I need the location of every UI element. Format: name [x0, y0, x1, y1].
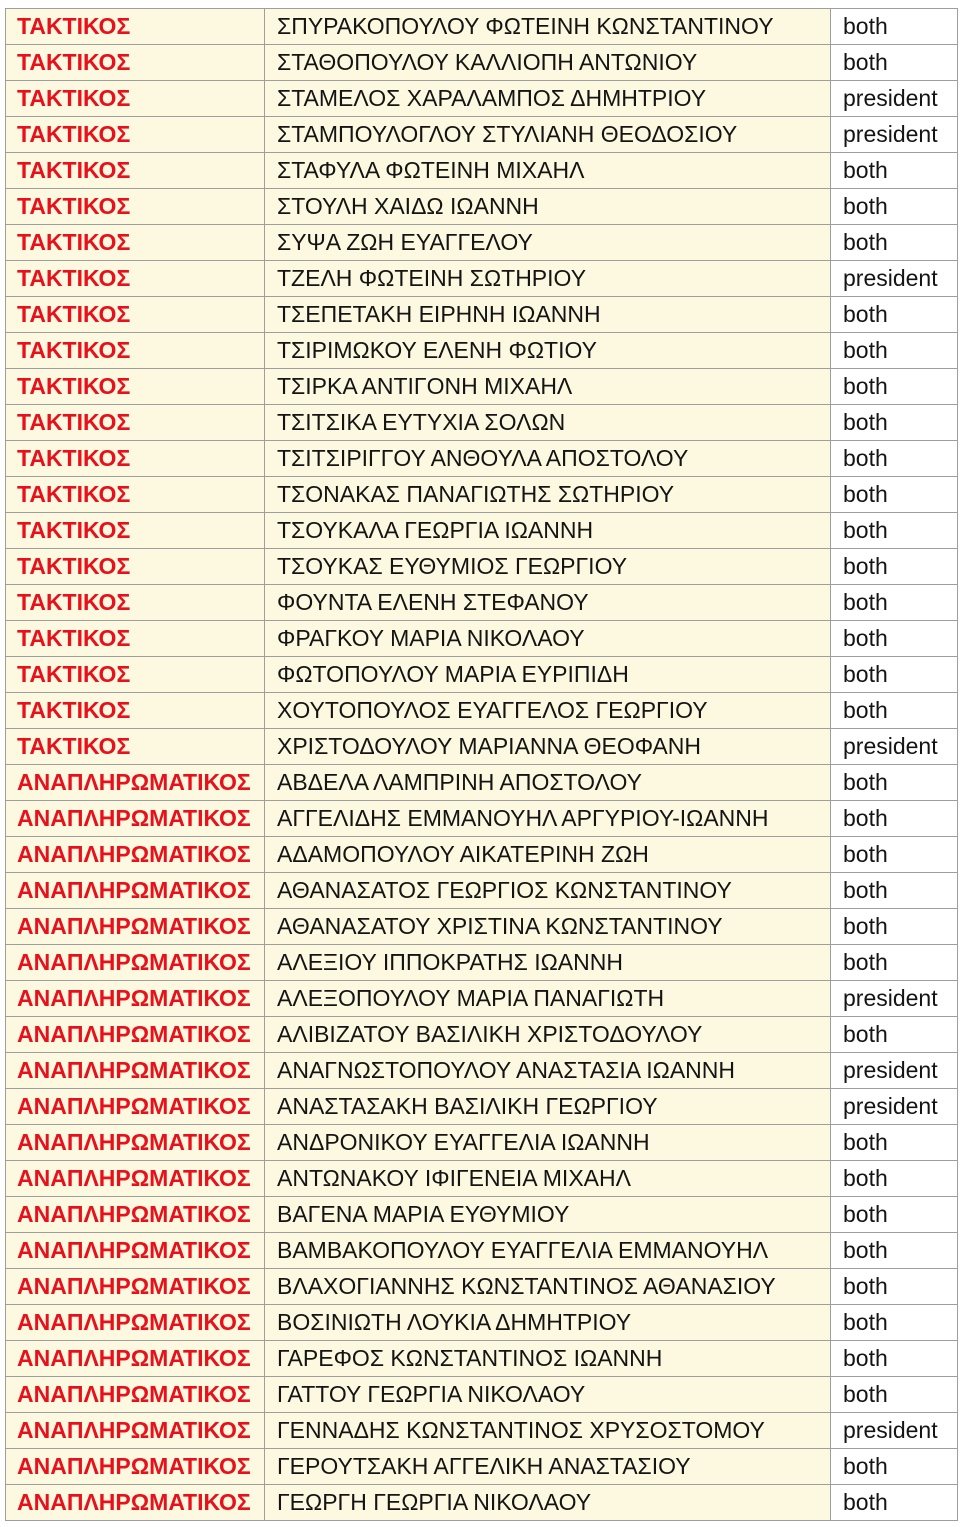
name-cell: ΑΝΤΩΝΑΚΟΥ ΙΦΙΓΕΝΕΙΑ ΜΙΧΑΗΛ — [265, 1161, 831, 1197]
name-cell: ΓΑΡΕΦΟΣ ΚΩΝΣΤΑΝΤΙΝΟΣ ΙΩΑΝΝΗ — [265, 1341, 831, 1377]
category-cell: ΤΑΚΤΙΚΟΣ — [6, 477, 265, 513]
name-cell: ΑΒΔΕΛΑ ΛΑΜΠΡΙΝΗ ΑΠΟΣΤΟΛΟΥ — [265, 765, 831, 801]
role-cell: both — [831, 1377, 958, 1413]
role-cell: both — [831, 945, 958, 981]
category-cell: ΤΑΚΤΙΚΟΣ — [6, 81, 265, 117]
category-cell: ΤΑΚΤΙΚΟΣ — [6, 621, 265, 657]
table-row — [6, 1053, 958, 1089]
category-cell: ΑΝΑΠΛΗΡΩΜΑΤΙΚΟΣ — [6, 873, 265, 909]
role-cell: both — [831, 1449, 958, 1485]
role-cell: both — [831, 9, 958, 45]
category-cell: ΤΑΚΤΙΚΟΣ — [6, 153, 265, 189]
category-cell: ΤΑΚΤΙΚΟΣ — [6, 297, 265, 333]
role-cell: president — [831, 1413, 958, 1449]
table-row — [6, 225, 958, 261]
name-cell: ΒΑΓΕΝΑ ΜΑΡΙΑ ΕΥΘΥΜΙΟΥ — [265, 1197, 831, 1233]
category-cell: ΤΑΚΤΙΚΟΣ — [6, 261, 265, 297]
role-cell: both — [831, 909, 958, 945]
category-cell: ΑΝΑΠΛΗΡΩΜΑΤΙΚΟΣ — [6, 1161, 265, 1197]
name-cell: ΑΘΑΝΑΣΑΤΟΣ ΓΕΩΡΓΙΟΣ ΚΩΝΣΤΑΝΤΙΝΟΥ — [265, 873, 831, 909]
table-row — [6, 693, 958, 729]
name-cell: ΧΟΥΤΟΠΟΥΛΟΣ ΕΥΑΓΓΕΛΟΣ ΓΕΩΡΓΙΟΥ — [265, 693, 831, 729]
role-cell: president — [831, 1053, 958, 1089]
table-row — [6, 1413, 958, 1449]
role-cell: president — [831, 81, 958, 117]
name-cell: ΑΘΑΝΑΣΑΤΟΥ ΧΡΙΣΤΙΝΑ ΚΩΝΣΤΑΝΤΙΝΟΥ — [265, 909, 831, 945]
category-cell: ΑΝΑΠΛΗΡΩΜΑΤΙΚΟΣ — [6, 945, 265, 981]
category-cell: ΤΑΚΤΙΚΟΣ — [6, 333, 265, 369]
category-cell: ΑΝΑΠΛΗΡΩΜΑΤΙΚΟΣ — [6, 1017, 265, 1053]
role-cell: president — [831, 261, 958, 297]
name-cell: ΑΛΕΞΙΟΥ ΙΠΠΟΚΡΑΤΗΣ ΙΩΑΝΝΗ — [265, 945, 831, 981]
category-cell: ΤΑΚΤΙΚΟΣ — [6, 441, 265, 477]
name-cell: ΧΡΙΣΤΟΔΟΥΛΟΥ ΜΑΡΙΑΝΝΑ ΘΕΟΦΑΝΗ — [265, 729, 831, 765]
role-cell: both — [831, 873, 958, 909]
category-cell: ΤΑΚΤΙΚΟΣ — [6, 405, 265, 441]
name-cell: ΑΓΓΕΛΙΔΗΣ ΕΜΜΑΝΟΥΗΛ ΑΡΓΥΡΙΟΥ-ΙΩΑΝΝΗ — [265, 801, 831, 837]
name-cell: ΑΝΔΡΟΝΙΚΟΥ ΕΥΑΓΓΕΛΙΑ ΙΩΑΝΝΗ — [265, 1125, 831, 1161]
role-cell: both — [831, 801, 958, 837]
category-cell: ΤΑΚΤΙΚΟΣ — [6, 729, 265, 765]
category-cell: ΑΝΑΠΛΗΡΩΜΑΤΙΚΟΣ — [6, 1413, 265, 1449]
role-cell: both — [831, 693, 958, 729]
name-cell: ΓΑΤΤΟΥ ΓΕΩΡΓΙΑ ΝΙΚΟΛΑΟΥ — [265, 1377, 831, 1413]
table-row — [6, 477, 958, 513]
role-cell: both — [831, 765, 958, 801]
role-cell: president — [831, 981, 958, 1017]
name-cell: ΣΥΨΑ ΖΩΗ ΕΥΑΓΓΕΛΟΥ — [265, 225, 831, 261]
role-cell: both — [831, 333, 958, 369]
category-cell: ΑΝΑΠΛΗΡΩΜΑΤΙΚΟΣ — [6, 1269, 265, 1305]
table-row — [6, 81, 958, 117]
name-cell: ΑΛΕΞΟΠΟΥΛΟΥ ΜΑΡΙΑ ΠΑΝΑΓΙΩΤΗ — [265, 981, 831, 1017]
category-cell: ΑΝΑΠΛΗΡΩΜΑΤΙΚΟΣ — [6, 837, 265, 873]
role-cell: president — [831, 729, 958, 765]
table-row — [6, 729, 958, 765]
role-cell: both — [831, 1233, 958, 1269]
role-cell: both — [831, 549, 958, 585]
category-cell: ΑΝΑΠΛΗΡΩΜΑΤΙΚΟΣ — [6, 981, 265, 1017]
name-cell: ΤΣΙΤΣΙΡΙΓΓΟΥ ΑΝΘΟΥΛΑ ΑΠΟΣΤΟΛΟΥ — [265, 441, 831, 477]
table-body — [6, 9, 958, 1521]
table-row — [6, 513, 958, 549]
name-cell: ΣΤΟΥΛΗ ΧΑΙΔΩ ΙΩΑΝΝΗ — [265, 189, 831, 225]
name-cell: ΒΛΑΧΟΓΙΑΝΝΗΣ ΚΩΝΣΤΑΝΤΙΝΟΣ ΑΘΑΝΑΣΙΟΥ — [265, 1269, 831, 1305]
category-cell: ΑΝΑΠΛΗΡΩΜΑΤΙΚΟΣ — [6, 1341, 265, 1377]
table-row — [6, 1233, 958, 1269]
table-row — [6, 1161, 958, 1197]
role-cell: both — [831, 225, 958, 261]
table-row — [6, 117, 958, 153]
category-cell: ΑΝΑΠΛΗΡΩΜΑΤΙΚΟΣ — [6, 765, 265, 801]
category-cell: ΑΝΑΠΛΗΡΩΜΑΤΙΚΟΣ — [6, 1197, 265, 1233]
name-cell: ΤΣΙΡΚΑ ΑΝΤΙΓΟΝΗ ΜΙΧΑΗΛ — [265, 369, 831, 405]
table-row — [6, 297, 958, 333]
role-cell: both — [831, 1197, 958, 1233]
table-row — [6, 9, 958, 45]
category-cell: ΑΝΑΠΛΗΡΩΜΑΤΙΚΟΣ — [6, 1233, 265, 1269]
role-cell: both — [831, 657, 958, 693]
name-cell: ΣΠΥΡΑΚΟΠΟΥΛΟΥ ΦΩΤΕΙΝΗ ΚΩΝΣΤΑΝΤΙΝΟΥ — [265, 9, 831, 45]
table-row — [6, 261, 958, 297]
table-row — [6, 1089, 958, 1125]
name-cell: ΒΑΜΒΑΚΟΠΟΥΛΟΥ ΕΥΑΓΓΕΛΙΑ ΕΜΜΑΝΟΥΗΛ — [265, 1233, 831, 1269]
category-cell: ΑΝΑΠΛΗΡΩΜΑΤΙΚΟΣ — [6, 1377, 265, 1413]
table-row — [6, 873, 958, 909]
role-cell: both — [831, 1161, 958, 1197]
table-row — [6, 621, 958, 657]
table-row — [6, 945, 958, 981]
table-row — [6, 585, 958, 621]
table-row — [6, 1125, 958, 1161]
role-cell: both — [831, 189, 958, 225]
role-cell: both — [831, 1305, 958, 1341]
table-row — [6, 1377, 958, 1413]
role-cell: both — [831, 1125, 958, 1161]
role-cell: both — [831, 1341, 958, 1377]
category-cell: ΤΑΚΤΙΚΟΣ — [6, 117, 265, 153]
category-cell: ΤΑΚΤΙΚΟΣ — [6, 189, 265, 225]
table-row — [6, 153, 958, 189]
table-row — [6, 1269, 958, 1305]
table-row — [6, 801, 958, 837]
role-cell: both — [831, 297, 958, 333]
table-row — [6, 1305, 958, 1341]
name-cell: ΤΖΕΛΗ ΦΩΤΕΙΝΗ ΣΩΤΗΡΙΟΥ — [265, 261, 831, 297]
name-cell: ΓΕΩΡΓΗ ΓΕΩΡΓΙΑ ΝΙΚΟΛΑΟΥ — [265, 1485, 831, 1521]
table-row — [6, 909, 958, 945]
category-cell: ΤΑΚΤΙΚΟΣ — [6, 657, 265, 693]
table-row — [6, 189, 958, 225]
role-cell: both — [831, 513, 958, 549]
role-cell: both — [831, 45, 958, 81]
name-cell: ΤΣΟΥΚΑΛΑ ΓΕΩΡΓΙΑ ΙΩΑΝΝΗ — [265, 513, 831, 549]
name-cell: ΤΣΕΠΕΤΑΚΗ ΕΙΡΗΝΗ ΙΩΑΝΝΗ — [265, 297, 831, 333]
category-cell: ΤΑΚΤΙΚΟΣ — [6, 585, 265, 621]
role-cell: president — [831, 117, 958, 153]
name-cell: ΦΩΤΟΠΟΥΛΟΥ ΜΑΡΙΑ ΕΥΡΙΠΙΔΗ — [265, 657, 831, 693]
name-cell: ΤΣΙΡΙΜΩΚΟΥ ΕΛΕΝΗ ΦΩΤΙΟΥ — [265, 333, 831, 369]
category-cell: ΑΝΑΠΛΗΡΩΜΑΤΙΚΟΣ — [6, 1305, 265, 1341]
table-row — [6, 549, 958, 585]
name-cell: ΑΝΑΣΤΑΣΑΚΗ ΒΑΣΙΛΙΚΗ ΓΕΩΡΓΙΟΥ — [265, 1089, 831, 1125]
category-cell: ΤΑΚΤΙΚΟΣ — [6, 693, 265, 729]
table-row — [6, 1449, 958, 1485]
category-cell: ΑΝΑΠΛΗΡΩΜΑΤΙΚΟΣ — [6, 1053, 265, 1089]
table-row — [6, 1197, 958, 1233]
role-cell: both — [831, 585, 958, 621]
name-cell: ΑΝΑΓΝΩΣΤΟΠΟΥΛΟΥ ΑΝΑΣΤΑΣΙΑ ΙΩΑΝΝΗ — [265, 1053, 831, 1089]
category-cell: ΑΝΑΠΛΗΡΩΜΑΤΙΚΟΣ — [6, 909, 265, 945]
role-cell: both — [831, 1485, 958, 1521]
category-cell: ΑΝΑΠΛΗΡΩΜΑΤΙΚΟΣ — [6, 1089, 265, 1125]
name-cell: ΣΤΑΜΕΛΟΣ ΧΑΡΑΛΑΜΠΟΣ ΔΗΜΗΤΡΙΟΥ — [265, 81, 831, 117]
category-cell: ΤΑΚΤΙΚΟΣ — [6, 513, 265, 549]
table-row — [6, 441, 958, 477]
role-cell: both — [831, 441, 958, 477]
table-row — [6, 981, 958, 1017]
name-cell: ΑΔΑΜΟΠΟΥΛΟΥ ΑΙΚΑΤΕΡΙΝΗ ΖΩΗ — [265, 837, 831, 873]
role-cell: both — [831, 369, 958, 405]
category-cell: ΤΑΚΤΙΚΟΣ — [6, 9, 265, 45]
table-row — [6, 657, 958, 693]
table-row — [6, 1485, 958, 1521]
name-cell: ΦΡΑΓΚΟΥ ΜΑΡΙΑ ΝΙΚΟΛΑΟΥ — [265, 621, 831, 657]
table-row — [6, 1017, 958, 1053]
name-cell: ΓΕΝΝΑΔΗΣ ΚΩΝΣΤΑΝΤΙΝΟΣ ΧΡΥΣΟΣΤΟΜΟΥ — [265, 1413, 831, 1449]
category-cell: ΤΑΚΤΙΚΟΣ — [6, 45, 265, 81]
member-table — [5, 8, 958, 1521]
role-cell: both — [831, 405, 958, 441]
name-cell: ΦΟΥΝΤΑ ΕΛΕΝΗ ΣΤΕΦΑΝΟΥ — [265, 585, 831, 621]
role-cell: both — [831, 1017, 958, 1053]
table-row — [6, 369, 958, 405]
table-row — [6, 405, 958, 441]
role-cell: both — [831, 621, 958, 657]
role-cell: both — [831, 153, 958, 189]
role-cell: both — [831, 477, 958, 513]
table-row — [6, 765, 958, 801]
category-cell: ΑΝΑΠΛΗΡΩΜΑΤΙΚΟΣ — [6, 1485, 265, 1521]
name-cell: ΣΤΑΜΠΟΥΛΟΓΛΟΥ ΣΤΥΛΙΑΝΗ ΘΕΟΔΟΣΙΟΥ — [265, 117, 831, 153]
name-cell: ΤΣΙΤΣΙΚΑ ΕΥΤΥΧΙΑ ΣΟΛΩΝ — [265, 405, 831, 441]
role-cell: president — [831, 1089, 958, 1125]
table-row — [6, 333, 958, 369]
table-row — [6, 1341, 958, 1377]
role-cell: both — [831, 837, 958, 873]
name-cell: ΓΕΡΟΥΤΣΑΚΗ ΑΓΓΕΛΙΚΗ ΑΝΑΣΤΑΣΙΟΥ — [265, 1449, 831, 1485]
table-row — [6, 837, 958, 873]
name-cell: ΣΤΑΦΥΛΑ ΦΩΤΕΙΝΗ ΜΙΧΑΗΛ — [265, 153, 831, 189]
category-cell: ΑΝΑΠΛΗΡΩΜΑΤΙΚΟΣ — [6, 801, 265, 837]
name-cell: ΤΣΟΥΚΑΣ ΕΥΘΥΜΙΟΣ ΓΕΩΡΓΙΟΥ — [265, 549, 831, 585]
name-cell: ΤΣΟΝΑΚΑΣ ΠΑΝΑΓΙΩΤΗΣ ΣΩΤΗΡΙΟΥ — [265, 477, 831, 513]
table-row — [6, 45, 958, 81]
category-cell: ΤΑΚΤΙΚΟΣ — [6, 549, 265, 585]
category-cell: ΤΑΚΤΙΚΟΣ — [6, 369, 265, 405]
category-cell: ΤΑΚΤΙΚΟΣ — [6, 225, 265, 261]
name-cell: ΑΛΙΒΙΖΑΤΟΥ ΒΑΣΙΛΙΚΗ ΧΡΙΣΤΟΔΟΥΛΟΥ — [265, 1017, 831, 1053]
name-cell: ΣΤΑΘΟΠΟΥΛΟΥ ΚΑΛΛΙΟΠΗ ΑΝΤΩΝΙΟΥ — [265, 45, 831, 81]
name-cell: ΒΟΣΙΝΙΩΤΗ ΛΟΥΚΙΑ ΔΗΜΗΤΡΙΟΥ — [265, 1305, 831, 1341]
category-cell: ΑΝΑΠΛΗΡΩΜΑΤΙΚΟΣ — [6, 1125, 265, 1161]
role-cell: both — [831, 1269, 958, 1305]
category-cell: ΑΝΑΠΛΗΡΩΜΑΤΙΚΟΣ — [6, 1449, 265, 1485]
